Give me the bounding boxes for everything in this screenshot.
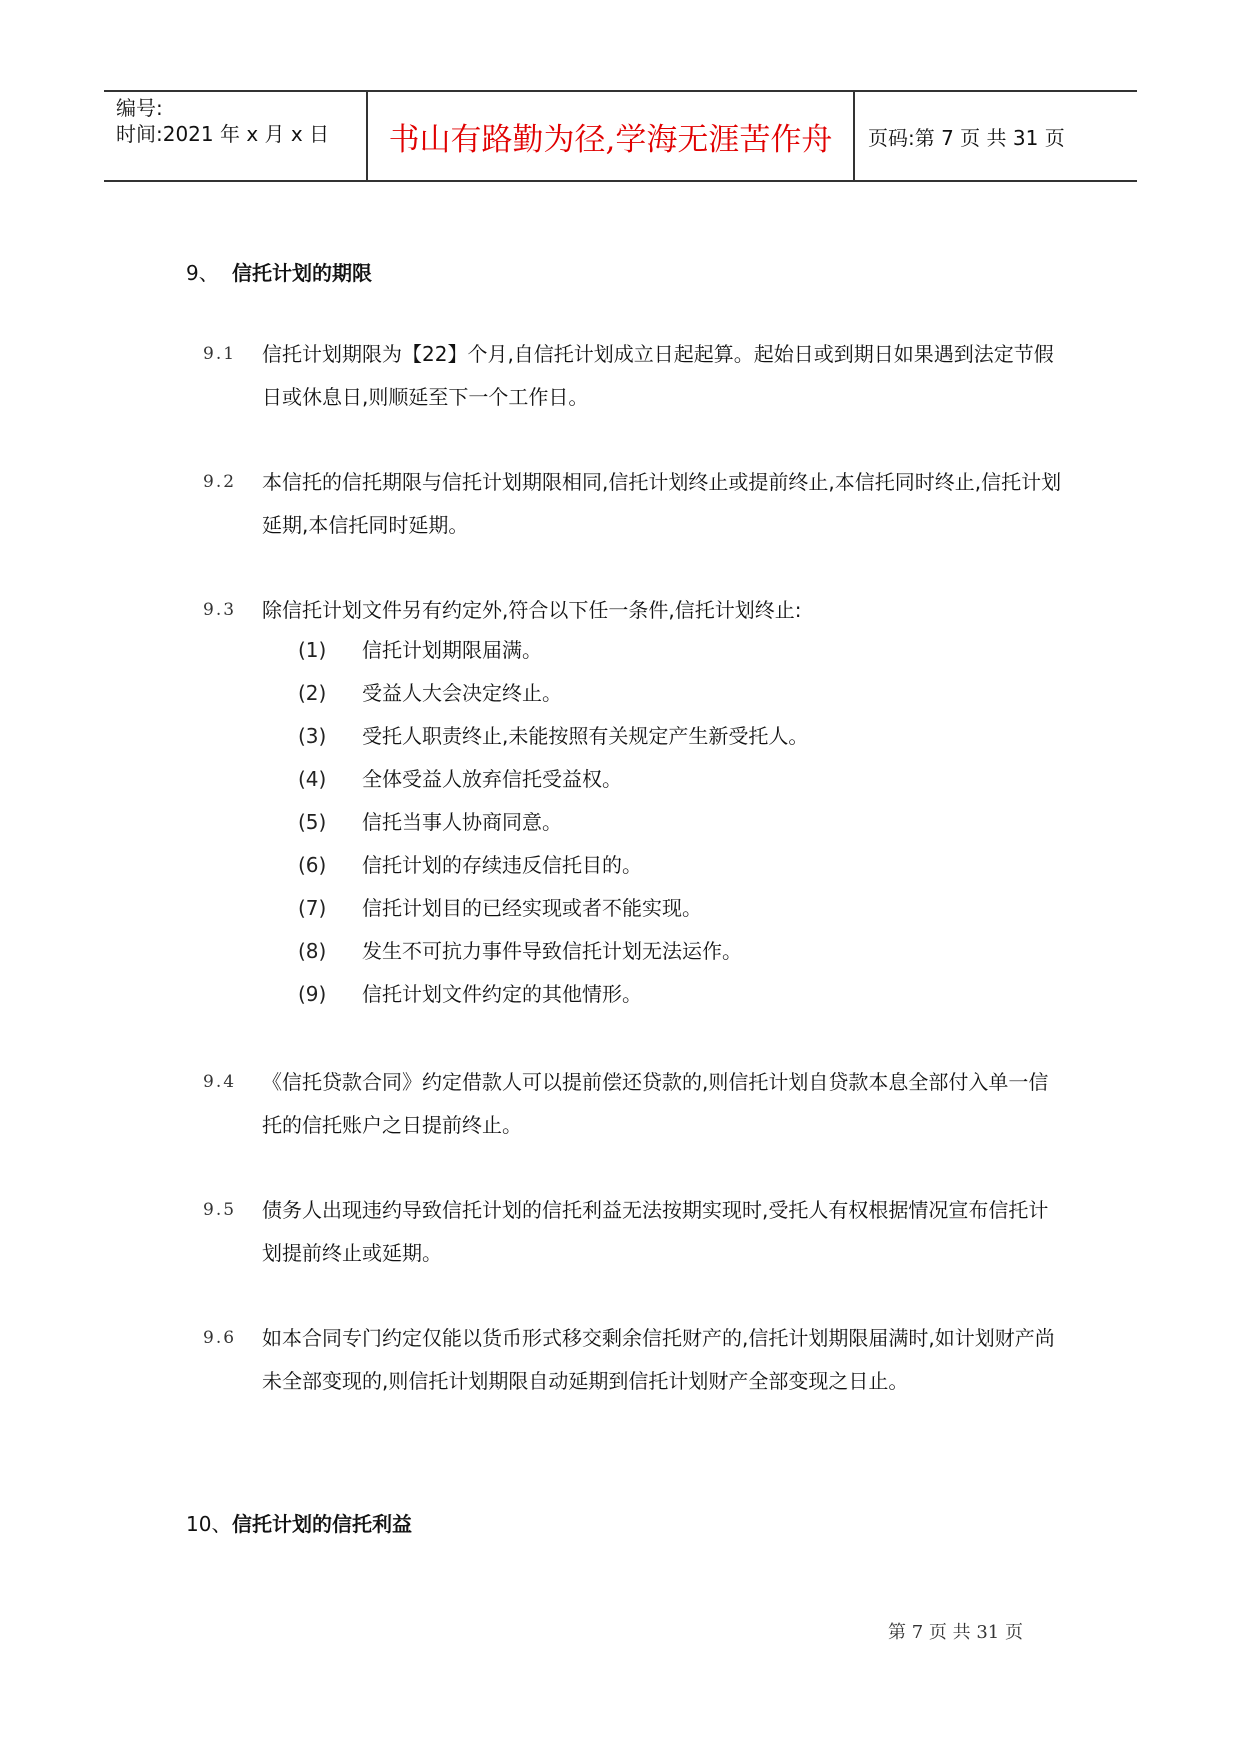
- clause-number: 9.1: [203, 344, 237, 364]
- condition-number: (4): [298, 767, 327, 791]
- clause-text: 如本合同专门约定仅能以货币形式移交剩余信托财产的,信托计划期限届满时,如计划财产尚未全部变现的,则信托计划期限自动延期到信托计划财产全部变现之日止。: [262, 1326, 1055, 1393]
- condition-number: (5): [298, 810, 327, 834]
- condition-number: (1): [298, 638, 327, 662]
- condition-number: (2): [298, 681, 327, 705]
- clause-text: 《信托贷款合同》约定借款人可以提前偿还贷款的,则信托计划自贷款本息全部付入单一信托的信托账户之日提前终止。: [262, 1070, 1049, 1137]
- clause-number: 9.3: [203, 600, 237, 620]
- clause-9-6: [203, 1317, 1063, 1403]
- header-motto: 书山有路勤为径,学海无涯苦作舟: [388, 121, 833, 158]
- condition-text: 信托当事人协商同意。: [362, 810, 562, 834]
- condition-text: 信托计划的存续违反信托目的。: [362, 853, 642, 877]
- condition-text: 信托计划目的已经实现或者不能实现。: [362, 896, 702, 920]
- condition-number: (8): [298, 939, 327, 963]
- condition-text: 发生不可抗力事件导致信托计划无法运作。: [362, 939, 742, 963]
- condition-item: [298, 853, 642, 877]
- condition-item: [298, 681, 562, 705]
- clause-text: 除信托计划文件另有约定外,符合以下任一条件,信托计划终止:: [262, 598, 802, 622]
- section-heading-10: [186, 1508, 412, 1537]
- condition-item: [298, 724, 808, 748]
- header-time-label: 时间:2021 年 x 月 x 日: [116, 122, 330, 146]
- condition-text: 受益人大会决定终止。: [362, 681, 562, 705]
- section-title: 信托计划的信托利益: [232, 1512, 412, 1536]
- section-number: 10、: [186, 1512, 232, 1536]
- condition-item: [298, 896, 702, 920]
- clause-number: 9.4: [203, 1072, 237, 1092]
- header-divider: [853, 92, 855, 180]
- condition-text: 信托计划文件约定的其他情形。: [362, 982, 642, 1006]
- document-header: [104, 90, 1137, 182]
- clause-9-4: [203, 1061, 1063, 1147]
- clause-9-5: [203, 1189, 1063, 1275]
- condition-text: 受托人职责终止,未能按照有关规定产生新受托人。: [362, 724, 809, 748]
- header-page-code: 页码:第 7 页 共 31 页: [868, 125, 1065, 150]
- section-title: 信托计划的期限: [232, 261, 372, 285]
- section-number: 9、: [186, 261, 219, 285]
- condition-text: 全体受益人放弃信托受益权。: [362, 767, 622, 791]
- header-number-label: 编号:: [116, 96, 163, 120]
- condition-item: [298, 810, 562, 834]
- clause-text: 本信托的信托期限与信托计划期限相同,信托计划终止或提前终止,本信托同时终止,信托计划延期,本信托同时延期。: [262, 470, 1062, 537]
- clause-9-1: [203, 333, 1063, 419]
- condition-number: (9): [298, 982, 327, 1006]
- condition-text: 信托计划期限届满。: [362, 638, 542, 662]
- clause-number: 9.2: [203, 472, 237, 492]
- condition-number: (6): [298, 853, 327, 877]
- clause-9-3: [203, 589, 1063, 632]
- page-footer: 第 7 页 共 31 页: [888, 1622, 1023, 1643]
- section-heading-9: [186, 257, 372, 286]
- clause-text: 信托计划期限为【22】个月,自信托计划成立日起起算。起始日或到期日如果遇到法定节假日或休息日,则顺延至下一个工作日。: [262, 342, 1054, 409]
- clause-text: 债务人出现违约导致信托计划的信托利益无法按期实现时,受托人有权根据情况宣布信托计划提前终止或延期。: [262, 1198, 1049, 1265]
- condition-item: [298, 982, 642, 1006]
- header-meta: [116, 92, 366, 180]
- clause-number: 9.5: [203, 1200, 237, 1220]
- condition-item: [298, 638, 542, 662]
- clause-number: 9.6: [203, 1328, 237, 1348]
- condition-number: (3): [298, 724, 327, 748]
- condition-item: [298, 939, 742, 963]
- condition-number: (7): [298, 896, 327, 920]
- condition-item: [298, 767, 622, 791]
- clause-9-2: [203, 461, 1063, 547]
